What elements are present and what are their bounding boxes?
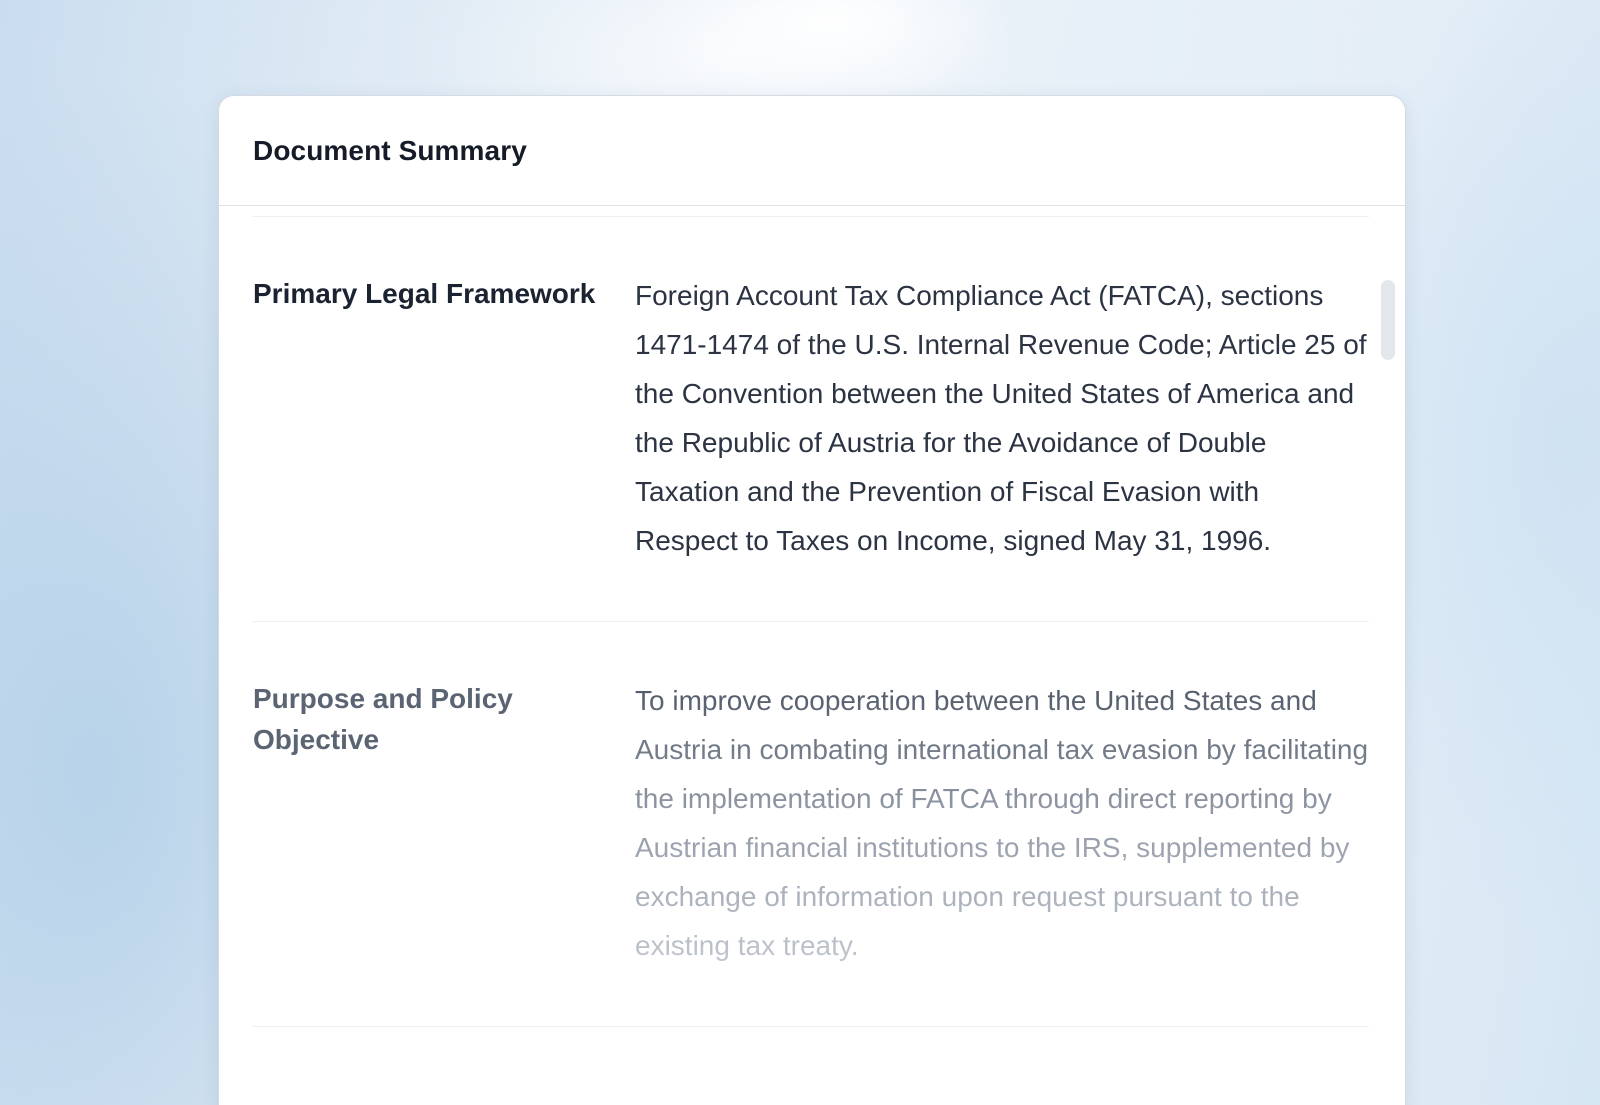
row-value: Foreign Account Tax Compliance Act (FATCA), sections 1471-1474 of the U.S. Internal Revenue Code; Article 25 of the Convention between the United States of America and the Republic of Austria for the Avoidance of Double Taxation and the Prevention of Fiscal Evasion with Respect to Taxes on Income, signed May 31, 1996.: [635, 280, 1367, 556]
scrollbar-thumb[interactable]: [1381, 280, 1395, 360]
row-divider: [253, 1026, 1369, 1027]
card-header: [219, 96, 1405, 206]
bottom-fade-overlay: [219, 1076, 1405, 1105]
row-value: To improve cooperation between the United States and Austria in combating international tax evasion by facilitating the implementation of FATCA through direct reporting by Austrian financial institutions to the IRS, supplemented by exchange of information upon request pursuant to the existing tax treaty.: [635, 676, 1369, 970]
summary-scroll-area[interactable]: [219, 206, 1405, 1105]
document-summary-card: [218, 95, 1406, 1105]
row-label: Purpose and Policy Objective: [253, 683, 513, 755]
summary-row-legal-framework: [253, 217, 1369, 621]
card-title: Document Summary: [253, 134, 527, 166]
row-label: Primary Legal Framework: [253, 278, 596, 309]
summary-content: [219, 216, 1405, 1027]
vertical-scrollbar[interactable]: [1381, 280, 1395, 360]
summary-row-purpose: [253, 622, 1369, 1026]
